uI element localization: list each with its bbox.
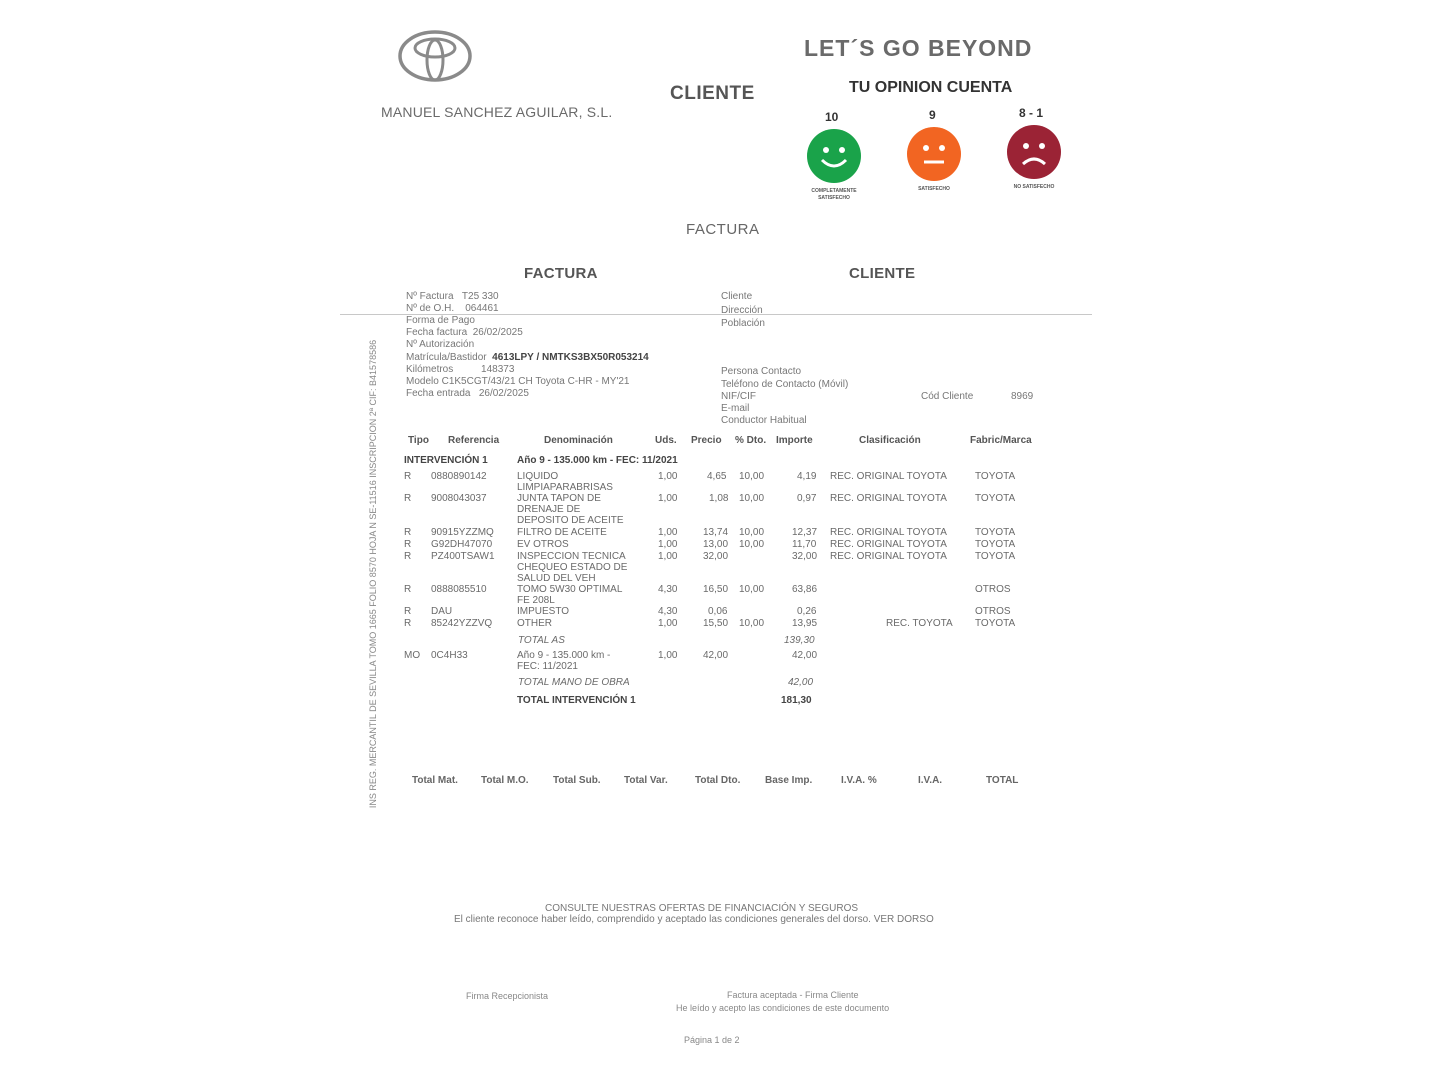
row-marca: TOYOTA <box>975 539 1016 550</box>
col-denominacion: Denominación <box>544 435 613 446</box>
row-uds: 1,00 <box>658 527 678 538</box>
iva-header: I.V.A. <box>918 775 943 786</box>
row-uds: 1,00 <box>658 539 678 550</box>
row-tipo: R <box>404 584 412 595</box>
row-marca: TOYOTA <box>975 551 1016 562</box>
row-clas: REC. ORIGINAL TOYOTA <box>830 493 947 504</box>
cliente-section-title: CLIENTE <box>849 265 916 282</box>
row-precio: 1,08 <box>709 493 729 504</box>
intervention-label: INTERVENCIÓN 1 <box>404 455 488 466</box>
row-tipo: R <box>404 618 412 629</box>
row-imp: 12,37 <box>792 527 818 538</box>
row-imp: 11,70 <box>792 539 817 550</box>
row-uds: 1,00 <box>658 493 678 504</box>
intervention-desc: Año 9 - 135.000 km - FEC: 11/2021 <box>517 455 678 466</box>
row-den: Año 9 - 135.000 km - FEC: 11/2021 <box>517 650 611 672</box>
row-ref: 85242YZZVQ <box>431 618 493 629</box>
client-code-label: Cód Cliente <box>921 391 974 402</box>
row-den: LIQUIDO LIMPIAPARABRISAS <box>517 471 613 493</box>
row-precio: 32,00 <box>703 551 729 562</box>
total-as-label: TOTAL AS <box>518 635 565 646</box>
row-imp: 4,19 <box>797 471 817 482</box>
cliente-heading: CLIENTE <box>670 83 755 104</box>
row-den: INSPECCION TECNICA CHEQUEO ESTADO DE SALUD DEL VEH <box>517 551 628 584</box>
row-marca: OTROS <box>975 606 1011 617</box>
col-clasificacion: Clasificación <box>859 435 921 446</box>
row-den: TOMO 5W30 OPTIMAL FE 208L <box>517 584 623 606</box>
row-tipo: R <box>404 539 412 550</box>
registry-side-text: INS REG. MERCANTIL DE SEVILLA TOMO 1665 FOLIO 8570 HOJA N SE-11516 INSCRIPCION 2ª CIF: B41578586 <box>368 339 378 809</box>
doc-title: FACTURA <box>686 221 760 238</box>
base-imp-header: Base Imp. <box>765 775 813 786</box>
happy-face-icon <box>806 128 862 184</box>
total-mo-value: 42,00 <box>788 677 814 688</box>
row-uds: 1,00 <box>658 551 678 562</box>
row-clas: REC. ORIGINAL TOYOTA <box>830 539 947 550</box>
contact-person-label: Persona Contacto <box>721 366 802 377</box>
address-label: Dirección <box>721 305 763 316</box>
total-as-value: 139,30 <box>784 635 815 646</box>
city-label: Población <box>721 318 765 329</box>
col-tipo: Tipo <box>408 435 429 446</box>
row-ref: 90915YZZMQ <box>431 527 494 538</box>
invoice-date-label: Fecha factura 26/02/2025 <box>406 327 523 338</box>
row-dto: 10,00 <box>739 493 765 504</box>
company-name: MANUEL SANCHEZ AGUILAR, S.L. <box>381 104 613 120</box>
row-marca: TOYOTA <box>975 471 1016 482</box>
client-signature-label: Factura aceptada - Firma Cliente <box>727 990 859 1000</box>
row-dto: 10,00 <box>739 527 765 538</box>
row-clas: REC. ORIGINAL TOYOTA <box>830 551 947 562</box>
col-uds: Uds. <box>655 435 677 446</box>
page-number: Página 1 de 2 <box>684 1035 740 1045</box>
row-tipo: R <box>404 493 412 504</box>
row-ref: DAU <box>431 606 453 617</box>
row-ref: 9008043037 <box>431 493 487 504</box>
driver-label: Conductor Habitual <box>721 415 807 426</box>
invoice-number-label: Nº Factura T25 330 <box>406 291 499 302</box>
nif-label: NIF/CIF <box>721 391 756 402</box>
row-precio: 16,50 <box>703 584 729 595</box>
client-code-value: 8969 <box>1011 391 1034 402</box>
total-mo-header: Total M.O. <box>481 775 529 786</box>
col-dto: % Dto. <box>735 435 767 446</box>
row-marca: TOYOTA <box>975 618 1016 629</box>
row-dto: 10,00 <box>739 584 765 595</box>
face-caption-8-1: NO SATISFECHO <box>1013 184 1055 190</box>
footer-conditions: El cliente reconoce haber leído, comprendido y aceptado las condiciones generales del dorso. VER DORSO <box>454 914 934 925</box>
row-uds: 1,00 <box>658 471 678 482</box>
row-imp: 63,86 <box>792 584 818 595</box>
row-imp: 32,00 <box>792 551 818 562</box>
row-marca: OTROS <box>975 584 1011 595</box>
face-caption-9: SATISFECHO <box>918 186 950 192</box>
row-tipo: R <box>404 471 412 482</box>
row-imp: 0,97 <box>797 493 817 504</box>
row-tipo: R <box>404 606 412 617</box>
total-sub-header: Total Sub. <box>553 775 601 786</box>
phone-label: Teléfono de Contacto (Móvil) <box>721 379 849 390</box>
row-imp: 42,00 <box>792 650 818 661</box>
row-tipo: MO <box>404 650 421 661</box>
row-uds: 4,30 <box>658 606 678 617</box>
client-acceptance-text: He leído y acepto las condiciones de este documento <box>676 1003 890 1013</box>
face-score-9: 9 <box>929 108 936 122</box>
row-precio: 4,65 <box>707 471 727 482</box>
row-marca: TOYOTA <box>975 493 1016 504</box>
row-clas: REC. TOYOTA <box>886 618 953 629</box>
oh-number-label: Nº de O.H. 064461 <box>406 303 499 314</box>
row-dto: 10,00 <box>739 539 765 550</box>
row-den: JUNTA TAPON DE DRENAJE DE DEPOSITO DE ACEITE <box>517 493 624 526</box>
total-dto-header: Total Dto. <box>695 775 741 786</box>
entry-date-label: Fecha entrada 26/02/2025 <box>406 388 529 399</box>
email-label: E-mail <box>721 403 750 414</box>
face-score-8-1: 8 - 1 <box>1019 106 1044 120</box>
col-referencia: Referencia <box>448 435 500 446</box>
opinion-title: TU OPINION CUENTA <box>849 79 1013 96</box>
row-tipo: R <box>404 527 412 538</box>
row-ref: G92DH47070 <box>431 539 493 550</box>
row-tipo: R <box>404 551 412 562</box>
face-score-10: 10 <box>825 110 839 124</box>
row-ref: 0C4H33 <box>431 650 468 661</box>
row-den: FILTRO DE ACEITE <box>517 527 607 538</box>
row-uds: 1,00 <box>658 650 678 661</box>
row-precio: 13,74 <box>703 527 729 538</box>
neutral-face-icon <box>906 126 962 182</box>
slogan: LET´S GO BEYOND <box>804 35 1033 61</box>
row-marca: TOYOTA <box>975 527 1016 538</box>
client-label: Cliente <box>721 291 753 302</box>
row-clas: REC. ORIGINAL TOYOTA <box>830 527 947 538</box>
row-imp: 13,95 <box>792 618 818 629</box>
total-intervention-label: TOTAL INTERVENCIÓN 1 <box>517 695 636 706</box>
payment-method-label: Forma de Pago <box>406 315 475 326</box>
row-uds: 1,00 <box>658 618 678 629</box>
row-imp: 0,26 <box>797 606 817 617</box>
row-precio: 0,06 <box>708 606 728 617</box>
col-importe: Importe <box>776 435 813 446</box>
km-label: Kilómetros 148373 <box>406 364 515 375</box>
row-ref: PZ400TSAW1 <box>431 551 495 562</box>
row-precio: 13,00 <box>703 539 729 550</box>
row-ref: 0888085510 <box>431 584 487 595</box>
col-precio: Precio <box>691 435 722 446</box>
row-uds: 4,30 <box>658 584 678 595</box>
toyota-logo-icon <box>398 30 472 82</box>
col-marca: Fabric/Marca <box>970 435 1032 446</box>
footer-offers: CONSULTE NUESTRAS OFERTAS DE FINANCIACIÓN Y SEGUROS <box>545 903 859 914</box>
iva-pct-header: I.V.A. % <box>841 775 877 786</box>
model-label: Modelo C1K5CGT/43/21 CH Toyota C-HR - MY'21 <box>406 376 630 387</box>
sad-face-icon <box>1006 124 1062 180</box>
row-precio: 15,50 <box>703 618 729 629</box>
total-mat-header: Total Mat. <box>412 775 458 786</box>
total-header: TOTAL <box>986 775 1019 786</box>
total-var-header: Total Var. <box>624 775 668 786</box>
row-precio: 42,00 <box>703 650 729 661</box>
row-den: OTHER <box>517 618 552 629</box>
total-intervention-value: 181,30 <box>781 695 812 706</box>
total-mo-label: TOTAL MANO DE OBRA <box>518 677 630 688</box>
row-den: IMPUESTO <box>517 606 570 617</box>
authorization-label: Nº Autorización <box>406 339 475 350</box>
row-dto: 10,00 <box>739 471 765 482</box>
row-dto: 10,00 <box>739 618 765 629</box>
face-caption-10: COMPLETAMENTE SATISFECHO <box>811 188 857 201</box>
factura-section-title: FACTURA <box>524 265 598 282</box>
row-ref: 0880890142 <box>431 471 487 482</box>
row-den: EV OTROS <box>517 539 569 550</box>
row-clas: REC. ORIGINAL TOYOTA <box>830 471 947 482</box>
plate-label: Matrícula/Bastidor 4613LPY / NMTKS3BX50R053214 <box>406 352 649 363</box>
receptionist-signature-label: Firma Recepcionista <box>466 991 549 1001</box>
